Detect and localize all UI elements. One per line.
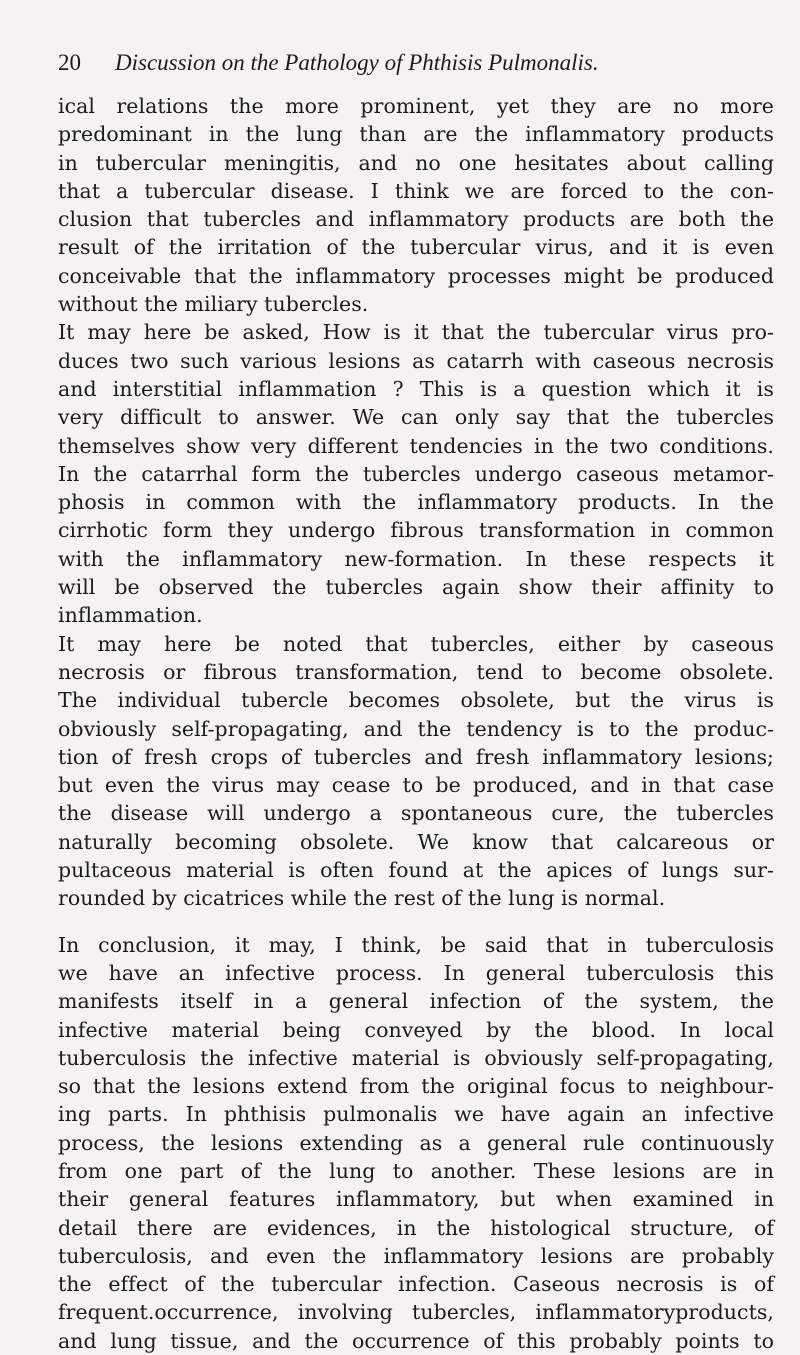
text-line: so that the lesions extend from the original focus to neighbour- [58, 1074, 774, 1099]
text-line: obviously self-propagating, and the tendency is to the produc- [58, 716, 774, 741]
text-line: tuberculosis, and even the inflammatory lesions are probably [58, 1243, 774, 1268]
text-line: phosis in common with the inflammatory products. In the [58, 490, 774, 515]
paragraph [58, 630, 774, 913]
text-line: conceivable that the inflammatory processes might be produced [58, 263, 774, 288]
text-line: ing parts. In phthisis pulmonalis we have again an infective [58, 1102, 774, 1127]
text-line: ical relations the more prominent, yet they are no more [58, 94, 774, 118]
text-line: the effect of the tubercular infection. Caseous necrosis is of [58, 1272, 774, 1297]
text-line: the disease will undergo a spontaneous cure, the tubercles [58, 801, 774, 826]
text-line: In the catarrhal form the tubercles undergo caseous metamor- [58, 461, 774, 486]
text-line: detail there are evidences, in the histological structure, of [58, 1215, 774, 1240]
text-line: naturally becoming obsolete. We know that calcareous or [58, 829, 774, 854]
text-line: without the miliary tubercles. [58, 292, 369, 317]
text-line: predominant in the lung than are the inflammatory products [58, 122, 774, 147]
text-line: tuberculosis the infective material is obviously self-propagating, [58, 1045, 774, 1070]
text-line: with the inflammatory new-formation. In these respects it [58, 546, 774, 571]
text-line: in tubercular meningitis, and no one hesitates about calling [58, 150, 774, 175]
text-line: we have an infective process. In general tuberculosis this [58, 960, 774, 985]
text-line: tion of fresh crops of tubercles and fresh inflammatory lesions; [58, 744, 774, 769]
text-line: themselves show very different tendencies in the two conditions. [58, 433, 774, 458]
text-line: It may here be asked, How is it that the tubercular virus pro- [58, 320, 774, 345]
text-line: their general features inflammatory, but when examined in [58, 1187, 774, 1212]
text-line: clusion that tubercles and inflammatory products are both the [58, 207, 774, 232]
running-title: Discussion on the Pathology of Phthisis Pulmonalis. [115, 50, 599, 75]
text-line: very difficult to answer. We can only say that the tubercles [58, 405, 774, 430]
text-line: frequent.occurrence, involving tubercles, inflammatoryproducts, [58, 1300, 774, 1325]
paragraph [58, 92, 774, 318]
text-line: inflammation. [58, 603, 203, 628]
paragraph-gap [58, 913, 774, 931]
text-line: cirrhotic form they undergo fibrous transformation in common [58, 518, 774, 543]
body-text [58, 92, 774, 1355]
text-line: It may here be noted that tubercles, either by caseous [58, 631, 774, 656]
text-line: necrosis or fibrous transformation, tend to become obsolete. [58, 659, 774, 684]
text-line: In conclusion, it may, I think, be said that in tuberculosis [58, 932, 774, 957]
text-line: and lung tissue, and the occurrence of this probably points to [58, 1328, 774, 1353]
text-line: The individual tubercle becomes obsolete, but the virus is [58, 688, 774, 713]
paragraph [58, 318, 774, 629]
text-line: that a tubercular disease. I think we are forced to the con- [58, 178, 774, 203]
text-line: but even the virus may cease to be produced, and in that case [58, 773, 774, 798]
text-line: and interstitial inflammation ? This is a question which it is [58, 376, 774, 401]
paragraph [58, 931, 774, 1355]
text-line: will be observed the tubercles again show their affinity to [58, 575, 774, 600]
text-line: duces two such various lesions as catarrh with caseous necrosis [58, 348, 774, 373]
text-line: from one part of the lung to another. These lesions are in [58, 1158, 774, 1183]
text-line: pultaceous material is often found at the apices of lungs sur- [58, 858, 774, 883]
page-number: 20 [58, 50, 81, 75]
text-line: rounded by cicatrices while the rest of the lung is normal. [58, 886, 666, 911]
text-line: manifests itself in a general infection of the system, the [58, 989, 774, 1014]
text-line: process, the lesions extending as a general rule continuously [58, 1130, 774, 1155]
text-line: result of the irritation of the tubercular virus, and it is even [58, 235, 774, 260]
running-head [58, 48, 770, 78]
text-line: infective material being conveyed by the blood. In local [58, 1017, 774, 1042]
